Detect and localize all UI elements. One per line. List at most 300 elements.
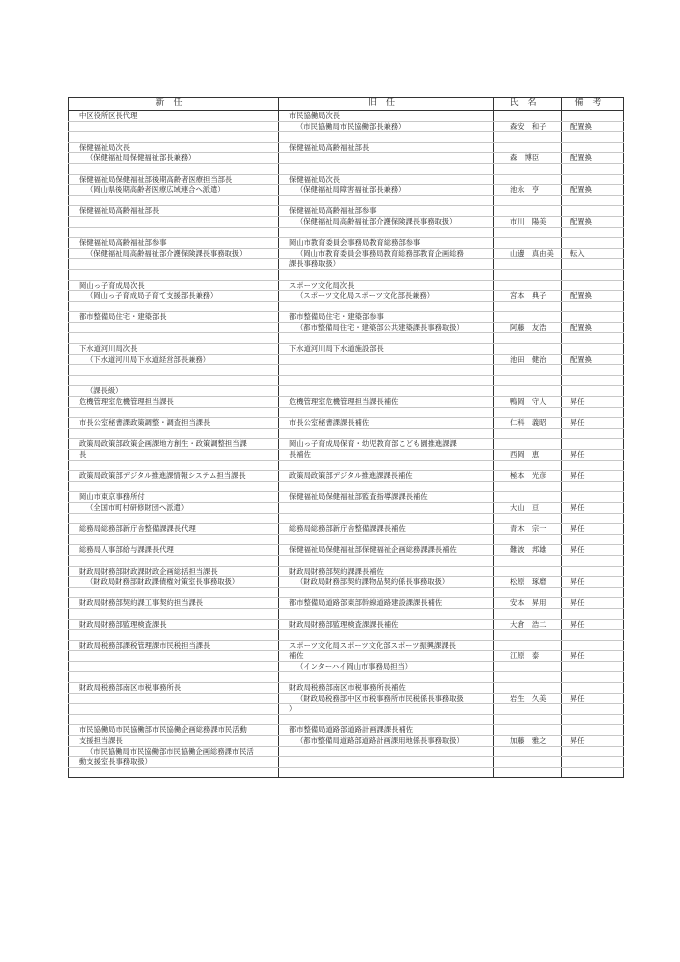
remarks-cell [562, 386, 624, 397]
old-post-cell: 都市整備局道路部東部幹線道路建設課課長補佐 [279, 598, 494, 609]
remarks-cell: 転入 [562, 248, 624, 259]
old-post-cell [279, 386, 494, 397]
old-post-cell [279, 227, 494, 238]
remarks-cell: 配置換 [562, 291, 624, 302]
table-row [69, 736, 624, 747]
remarks-cell [562, 301, 624, 312]
old-post-cell: （スポーツ文化局スポーツ文化部長兼務） [279, 291, 494, 302]
old-post-cell [279, 630, 494, 641]
name-cell [494, 725, 562, 736]
remarks-cell [562, 608, 624, 619]
remarks-cell [562, 259, 624, 270]
old-post-cell: （都市整備局住宅・建築部公共建築課長事務取扱） [279, 322, 494, 333]
remarks-cell [562, 280, 624, 291]
remarks-cell: 配置換 [562, 185, 624, 196]
table-row [69, 312, 624, 323]
table-row [69, 502, 624, 513]
table-row [69, 693, 624, 704]
name-cell [494, 428, 562, 439]
old-post-cell: 保健福祉局保健福祉部監査指導課課長補佐 [279, 492, 494, 503]
remarks-cell [562, 460, 624, 471]
remarks-cell [562, 142, 624, 153]
table-row [69, 238, 624, 249]
table-row [69, 195, 624, 206]
new-post-cell [69, 534, 279, 545]
name-cell: 森安 和子 [494, 121, 562, 132]
new-post-cell: 政策局政策部デジタル推進課情報システム担当課長 [69, 471, 279, 482]
old-post-cell [279, 301, 494, 312]
new-post-cell: （課長級） [69, 386, 279, 397]
old-post-cell: （市民協働局市民協働部長兼務） [279, 121, 494, 132]
table-row [69, 111, 624, 122]
new-post-cell: 財政局税務部南区市税事務所長 [69, 683, 279, 694]
old-post-cell: 課長事務取扱） [279, 259, 494, 270]
new-post-cell: 岡山っ子育成局次長 [69, 280, 279, 291]
new-post-cell [69, 132, 279, 143]
name-cell [494, 312, 562, 323]
name-cell: 池永 亨 [494, 185, 562, 196]
table-row [69, 354, 624, 365]
table-row [69, 397, 624, 408]
remarks-cell: 配置換 [562, 354, 624, 365]
name-cell: 岩生 久美 [494, 693, 562, 704]
table-row [69, 121, 624, 132]
name-cell [494, 174, 562, 185]
new-post-cell: 保健福祉局高齢福祉部長 [69, 206, 279, 217]
remarks-cell: 昇任 [562, 397, 624, 408]
name-cell [494, 195, 562, 206]
table-row [69, 291, 624, 302]
remarks-cell [562, 269, 624, 280]
old-post-cell [279, 534, 494, 545]
name-cell: 大倉 浩二 [494, 619, 562, 630]
name-cell [494, 280, 562, 291]
old-post-cell: 都市整備局道路部道路計画課課長補佐 [279, 725, 494, 736]
old-post-cell [279, 757, 494, 768]
remarks-cell [562, 195, 624, 206]
new-post-cell: 中区役所区長代理 [69, 111, 279, 122]
new-post-cell [69, 428, 279, 439]
new-post-cell [69, 259, 279, 270]
remarks-cell [562, 587, 624, 598]
remarks-cell [562, 630, 624, 641]
new-post-cell: 動支援室長事務取扱） [69, 757, 279, 768]
remarks-cell [562, 333, 624, 344]
remarks-cell [562, 746, 624, 757]
old-post-cell: 保健福祉局高齢福祉部参事 [279, 206, 494, 217]
old-post-cell: （保健福祉局障害福祉部長兼務） [279, 185, 494, 196]
old-post-cell: 市長公室秘書課課長補佐 [279, 418, 494, 429]
new-post-cell: （全国市町村研修財団へ派遣） [69, 502, 279, 513]
name-cell [494, 238, 562, 249]
remarks-cell: 配置換 [562, 216, 624, 227]
new-post-cell [69, 301, 279, 312]
name-cell [494, 407, 562, 418]
table-row [69, 545, 624, 556]
remarks-cell [562, 757, 624, 768]
old-post-cell: 補佐 [279, 651, 494, 662]
remarks-cell [562, 407, 624, 418]
name-cell: 市川 陽美 [494, 216, 562, 227]
old-post-cell: （岡山市教育委員会事務局教育総務部教育企画総務 [279, 248, 494, 259]
new-post-cell [69, 693, 279, 704]
name-cell [494, 269, 562, 280]
remarks-cell [562, 704, 624, 715]
old-post-cell [279, 132, 494, 143]
table-row [69, 301, 624, 312]
table-row [69, 598, 624, 609]
remarks-cell [562, 375, 624, 386]
header-new-post: 新任 [69, 98, 279, 111]
table-row [69, 566, 624, 577]
name-cell: 青木 宗一 [494, 524, 562, 535]
old-post-cell: （財政局税務部中区市税事務所市民税係長事務取扱 [279, 693, 494, 704]
old-post-cell [279, 375, 494, 386]
new-post-cell [69, 407, 279, 418]
name-cell [494, 566, 562, 577]
old-post-cell: スポーツ文化局次長 [279, 280, 494, 291]
remarks-cell [562, 640, 624, 651]
remarks-cell [562, 111, 624, 122]
new-post-cell: （保健福祉局高齢福祉部介護保険課長事務取扱） [69, 248, 279, 259]
old-post-cell [279, 587, 494, 598]
new-post-cell: 財政局財務部財政課財政企画総括担当課長 [69, 566, 279, 577]
new-post-cell [69, 555, 279, 566]
table-row [69, 375, 624, 386]
name-cell: 松原 琢磨 [494, 577, 562, 588]
table-row [69, 725, 624, 736]
table-row [69, 555, 624, 566]
new-post-cell [69, 704, 279, 715]
table-row [69, 439, 624, 450]
new-post-cell [69, 216, 279, 227]
old-post-cell: （都市整備局道路部道路計画課用地係長事務取扱） [279, 736, 494, 747]
table-row [69, 142, 624, 153]
old-post-cell: 政策局政策部デジタル推進課課長補佐 [279, 471, 494, 482]
name-cell: 鴨岡 守人 [494, 397, 562, 408]
header-old-post: 旧任 [279, 98, 494, 111]
remarks-cell [562, 428, 624, 439]
personnel-table [68, 97, 624, 778]
name-cell: 加藤 雅之 [494, 736, 562, 747]
table-row [69, 418, 624, 429]
new-post-cell [69, 269, 279, 280]
old-post-cell: 市民協働局次長 [279, 111, 494, 122]
old-post-cell: 下水道河川局下水道施設部長 [279, 344, 494, 355]
remarks-cell [562, 344, 624, 355]
table-row [69, 216, 624, 227]
new-post-cell [69, 513, 279, 524]
name-cell: 大山 亘 [494, 502, 562, 513]
new-post-cell: （下水道河川局下水道経営部長兼務） [69, 354, 279, 365]
table-row [69, 227, 624, 238]
table-row [69, 132, 624, 143]
new-post-cell: 長 [69, 450, 279, 461]
table-row [69, 481, 624, 492]
name-cell [494, 439, 562, 450]
remarks-cell: 昇任 [562, 736, 624, 747]
table-row [69, 365, 624, 376]
name-cell: 山邊 真由美 [494, 248, 562, 259]
old-post-cell: （インターハイ岡山市事務局担当） [279, 661, 494, 672]
old-post-cell: 財政局財務部契約課課長補佐 [279, 566, 494, 577]
table-row [69, 153, 624, 164]
remarks-cell: 昇任 [562, 471, 624, 482]
new-post-cell: 支援担当課長 [69, 736, 279, 747]
new-post-cell [69, 481, 279, 492]
old-post-cell [279, 513, 494, 524]
name-cell [494, 259, 562, 270]
table-row [69, 534, 624, 545]
name-cell: 極本 光彦 [494, 471, 562, 482]
old-post-cell [279, 195, 494, 206]
new-post-cell: 総務局人事部給与課課長代理 [69, 545, 279, 556]
new-post-cell: 保健福祉局次長 [69, 142, 279, 153]
remarks-cell: 昇任 [562, 450, 624, 461]
remarks-cell [562, 439, 624, 450]
old-post-cell: （財政局財務部契約課物品契約係長事務取扱） [279, 577, 494, 588]
new-post-cell: 岡山市東京事務所付 [69, 492, 279, 503]
new-post-cell [69, 460, 279, 471]
old-post-cell: 都市整備局住宅・建築部参事 [279, 312, 494, 323]
name-cell [494, 757, 562, 768]
new-post-cell: 危機管理室危機管理担当課長 [69, 397, 279, 408]
remarks-cell [562, 555, 624, 566]
new-post-cell: 都市整備局住宅・建築部長 [69, 312, 279, 323]
name-cell [494, 227, 562, 238]
remarks-cell: 昇任 [562, 502, 624, 513]
new-post-cell [69, 365, 279, 376]
name-cell [494, 704, 562, 715]
remarks-cell [562, 312, 624, 323]
old-post-cell: 岡山っ子育成局保育・幼児教育部こども園推進課課 [279, 439, 494, 450]
remarks-cell [562, 132, 624, 143]
new-post-cell [69, 375, 279, 386]
new-post-cell: （保健福祉局保健福祉部長兼務） [69, 153, 279, 164]
remarks-cell [562, 566, 624, 577]
new-post-cell: （岡山県後期高齢者医療広域連合へ派遣） [69, 185, 279, 196]
new-post-cell: （財政局財務部財政課債権対策室長事務取扱） [69, 577, 279, 588]
table-header-row [69, 98, 624, 111]
new-post-cell: （岡山っ子育成局子育て支援部長兼務） [69, 291, 279, 302]
name-cell: 安本 昇用 [494, 598, 562, 609]
table-row [69, 259, 624, 270]
old-post-cell: 財政局税務部南区市税事務所長補佐 [279, 683, 494, 694]
old-post-cell [279, 608, 494, 619]
table-row [69, 471, 624, 482]
table-row [69, 280, 624, 291]
table-row [69, 450, 624, 461]
new-post-cell [69, 163, 279, 174]
name-cell [494, 365, 562, 376]
new-post-cell: 総務局総務部新庁舎整備課課長代理 [69, 524, 279, 535]
name-cell [494, 767, 562, 778]
name-cell [494, 661, 562, 672]
old-post-cell: スポーツ文化局スポーツ文化部スポーツ振興課課長 [279, 640, 494, 651]
table-row [69, 492, 624, 503]
name-cell: 阿藤 友浩 [494, 322, 562, 333]
table-row [69, 407, 624, 418]
personnel-table-container [68, 97, 623, 778]
remarks-cell [562, 661, 624, 672]
name-cell [494, 301, 562, 312]
new-post-cell [69, 714, 279, 725]
name-cell [494, 608, 562, 619]
remarks-cell [562, 174, 624, 185]
new-post-cell: 財政局税務部課税管理課市民税担当課長 [69, 640, 279, 651]
name-cell [494, 344, 562, 355]
new-post-cell [69, 630, 279, 641]
old-post-cell [279, 460, 494, 471]
remarks-cell [562, 725, 624, 736]
table-row [69, 577, 624, 588]
new-post-cell [69, 333, 279, 344]
new-post-cell: 政策局政策部政策企画課地方創生・政策調整担当課 [69, 439, 279, 450]
table-row [69, 672, 624, 683]
name-cell [494, 513, 562, 524]
remarks-cell: 配置換 [562, 121, 624, 132]
old-post-cell [279, 163, 494, 174]
remarks-cell [562, 365, 624, 376]
remarks-cell: 配置換 [562, 153, 624, 164]
name-cell [494, 111, 562, 122]
remarks-cell: 昇任 [562, 693, 624, 704]
table-row [69, 651, 624, 662]
table-row [69, 322, 624, 333]
remarks-cell [562, 714, 624, 725]
name-cell [494, 640, 562, 651]
table-row [69, 640, 624, 651]
old-post-cell: 保健福祉局高齢福祉部長 [279, 142, 494, 153]
table-row [69, 683, 624, 694]
name-cell [494, 375, 562, 386]
table-row [69, 714, 624, 725]
name-cell [494, 132, 562, 143]
old-post-cell [279, 153, 494, 164]
new-post-cell: （市民協働局市民協働部市民協働企画総務課市民活 [69, 746, 279, 757]
old-post-cell: ） [279, 704, 494, 715]
table-row [69, 386, 624, 397]
new-post-cell [69, 767, 279, 778]
name-cell: 江原 泰 [494, 651, 562, 662]
new-post-cell: 市民協働局市民協働部市民協働企画総務課市民活動 [69, 725, 279, 736]
table-body [69, 111, 624, 778]
table-row [69, 344, 624, 355]
name-cell [494, 333, 562, 344]
remarks-cell [562, 513, 624, 524]
table-row [69, 630, 624, 641]
table-row [69, 746, 624, 757]
name-cell [494, 206, 562, 217]
old-post-cell [279, 428, 494, 439]
name-cell: 宮本 典子 [494, 291, 562, 302]
remarks-cell [562, 672, 624, 683]
old-post-cell: 保健福祉局保健福祉部保健福祉企画総務課課長補佐 [279, 545, 494, 556]
old-post-cell [279, 365, 494, 376]
table-row [69, 619, 624, 630]
old-post-cell [279, 502, 494, 513]
new-post-cell: 保健福祉局保健福祉部後期高齢者医療担当部長 [69, 174, 279, 185]
name-cell [494, 746, 562, 757]
name-cell [494, 714, 562, 725]
remarks-cell: 昇任 [562, 524, 624, 535]
table-row [69, 174, 624, 185]
table-row [69, 661, 624, 672]
remarks-cell [562, 163, 624, 174]
remarks-cell: 昇任 [562, 545, 624, 556]
new-post-cell: 市長公室秘書課政策調整・調査担当課長 [69, 418, 279, 429]
old-post-cell: 長補佐 [279, 450, 494, 461]
table-row [69, 428, 624, 439]
new-post-cell [69, 661, 279, 672]
table-row [69, 185, 624, 196]
remarks-cell [562, 492, 624, 503]
name-cell [494, 672, 562, 683]
new-post-cell [69, 121, 279, 132]
new-post-cell [69, 608, 279, 619]
name-cell [494, 555, 562, 566]
remarks-cell: 昇任 [562, 619, 624, 630]
name-cell: 池田 健治 [494, 354, 562, 365]
old-post-cell [279, 714, 494, 725]
old-post-cell [279, 407, 494, 418]
remarks-cell [562, 206, 624, 217]
remarks-cell [562, 767, 624, 778]
remarks-cell [562, 534, 624, 545]
name-cell [494, 481, 562, 492]
name-cell [494, 534, 562, 545]
old-post-cell [279, 555, 494, 566]
new-post-cell: 下水道河川局次長 [69, 344, 279, 355]
new-post-cell [69, 651, 279, 662]
old-post-cell [279, 269, 494, 280]
old-post-cell [279, 672, 494, 683]
table-row [69, 757, 624, 768]
name-cell [494, 386, 562, 397]
name-cell [494, 587, 562, 598]
old-post-cell: 保健福祉局次長 [279, 174, 494, 185]
new-post-cell: 財政局財務部監理検査課長 [69, 619, 279, 630]
name-cell: 仁科 義昭 [494, 418, 562, 429]
header-name: 氏名 [494, 98, 562, 111]
remarks-cell [562, 481, 624, 492]
table-row [69, 333, 624, 344]
table-row [69, 767, 624, 778]
new-post-cell [69, 587, 279, 598]
remarks-cell [562, 227, 624, 238]
table-row [69, 269, 624, 280]
name-cell: 西岡 恵 [494, 450, 562, 461]
name-cell [494, 163, 562, 174]
name-cell: 難波 邦雄 [494, 545, 562, 556]
old-post-cell: （保健福祉局高齢福祉部介護保険課長事務取扱） [279, 216, 494, 227]
old-post-cell: 財政局財務部監理検査課課長補佐 [279, 619, 494, 630]
remarks-cell [562, 683, 624, 694]
name-cell [494, 142, 562, 153]
remarks-cell: 昇任 [562, 577, 624, 588]
old-post-cell [279, 481, 494, 492]
name-cell [494, 492, 562, 503]
name-cell: 森 博臣 [494, 153, 562, 164]
name-cell [494, 460, 562, 471]
table-row [69, 248, 624, 259]
table-row [69, 513, 624, 524]
table-row [69, 460, 624, 471]
new-post-cell: 保健福祉局高齢福祉部参事 [69, 238, 279, 249]
remarks-cell: 昇任 [562, 651, 624, 662]
old-post-cell [279, 354, 494, 365]
remarks-cell [562, 238, 624, 249]
